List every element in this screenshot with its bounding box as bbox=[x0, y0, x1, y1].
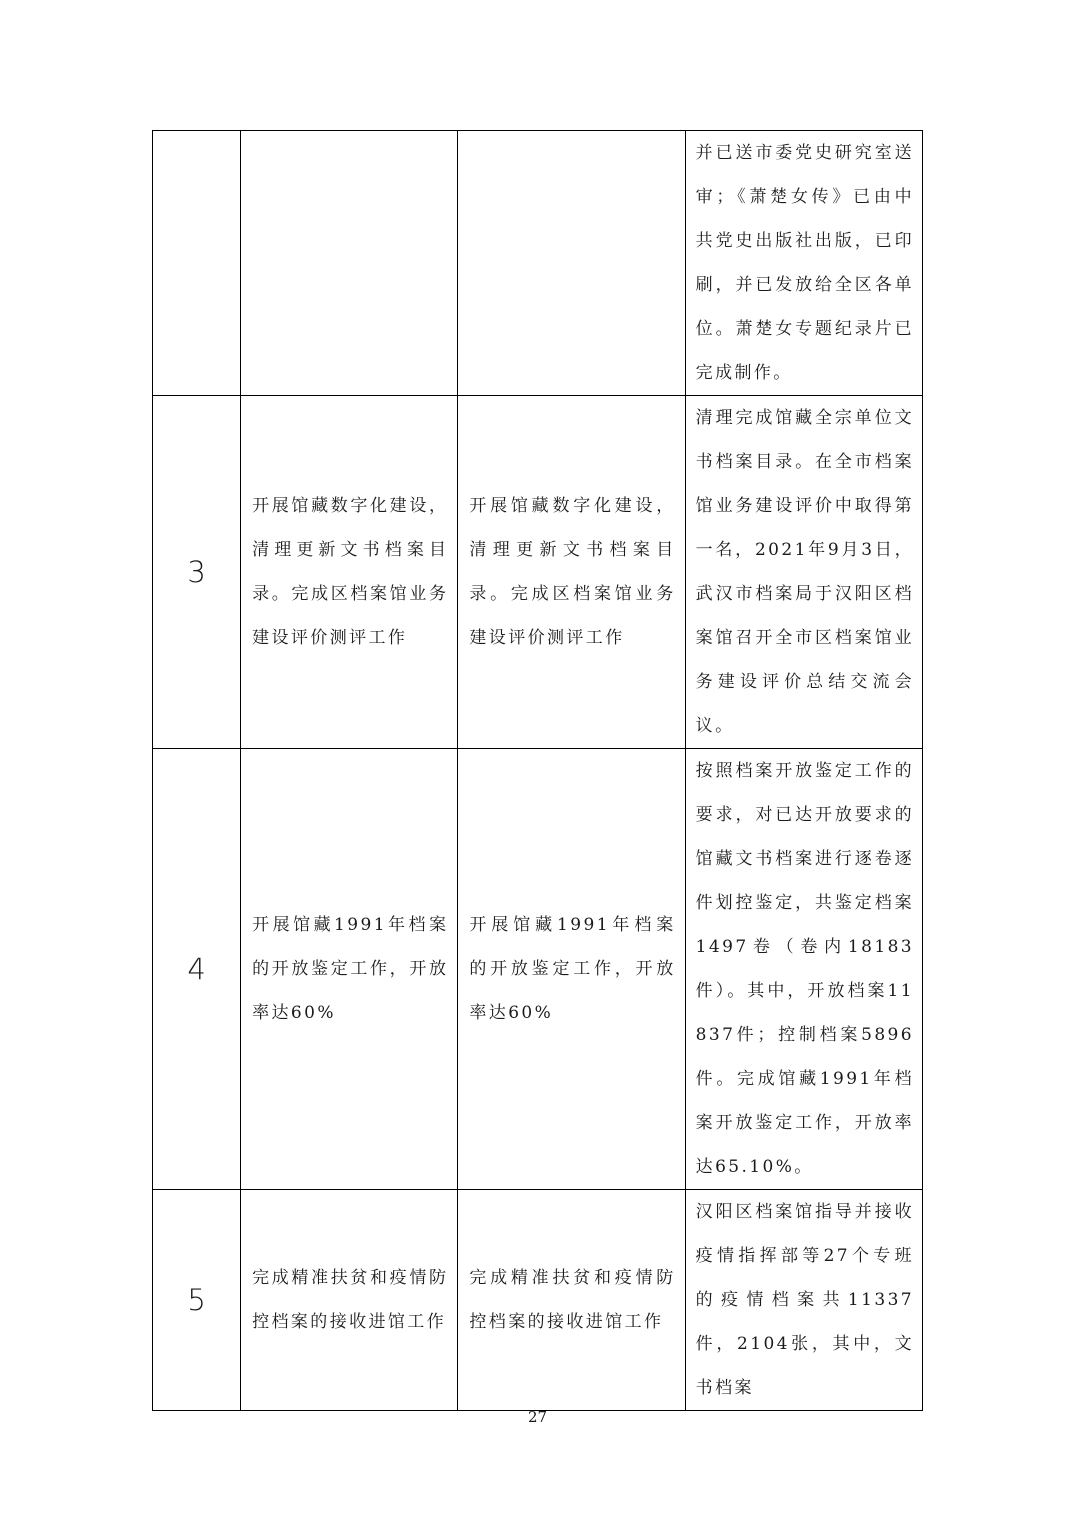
row-number: 5 bbox=[153, 1190, 241, 1411]
result-cell: 并已送市委党史研究室送审；《萧楚女传》已由中共党史出版社出版，已印刷，并已发放给全区各单位。萧楚女专题纪录片已完成制作。 bbox=[685, 131, 922, 396]
row-number: 3 bbox=[153, 396, 241, 749]
row-number: 4 bbox=[153, 749, 241, 1190]
table-row bbox=[153, 396, 923, 749]
plan-cell bbox=[458, 131, 685, 396]
table-row bbox=[153, 131, 923, 396]
result-cell: 清理完成馆藏全宗单位文书档案目录。在全市档案馆业务建设评价中取得第一名，2021年9月3日，武汉市档案局于汉阳区档案馆召开全市区档案馆业务建设评价总结交流会议。 bbox=[685, 396, 922, 749]
task-cell: 开展馆藏数字化建设，清理更新文书档案目录。完成区档案馆业务建设评价测评工作 bbox=[241, 396, 458, 749]
page-number: 27 bbox=[527, 1408, 548, 1426]
table-row bbox=[153, 749, 923, 1190]
task-cell: 开展馆藏1991年档案的开放鉴定工作，开放率达60% bbox=[241, 749, 458, 1190]
table-row bbox=[153, 1190, 923, 1411]
plan-cell: 开展馆藏1991年档案的开放鉴定工作，开放率达60% bbox=[458, 749, 685, 1190]
task-cell: 完成精准扶贫和疫情防控档案的接收进馆工作 bbox=[241, 1190, 458, 1411]
row-number bbox=[153, 131, 241, 396]
work-table bbox=[152, 130, 923, 1411]
task-cell bbox=[241, 131, 458, 396]
plan-cell: 开展馆藏数字化建设，清理更新文书档案目录。完成区档案馆业务建设评价测评工作 bbox=[458, 396, 685, 749]
result-cell: 按照档案开放鉴定工作的要求，对已达开放要求的馆藏文书档案进行逐卷逐件划控鉴定，共鉴定档案1497卷（卷内18183件）。其中，开放档案11837件；控制档案5896件。完成馆藏1991年档案开放鉴定工作，开放率达65.10%。 bbox=[685, 749, 922, 1190]
result-cell: 汉阳区档案馆指导并接收疫情指挥部等27个专班的疫情档案共11337件，2104张，其中，文书档案 bbox=[685, 1190, 922, 1411]
plan-cell: 完成精准扶贫和疫情防控档案的接收进馆工作 bbox=[458, 1190, 685, 1411]
